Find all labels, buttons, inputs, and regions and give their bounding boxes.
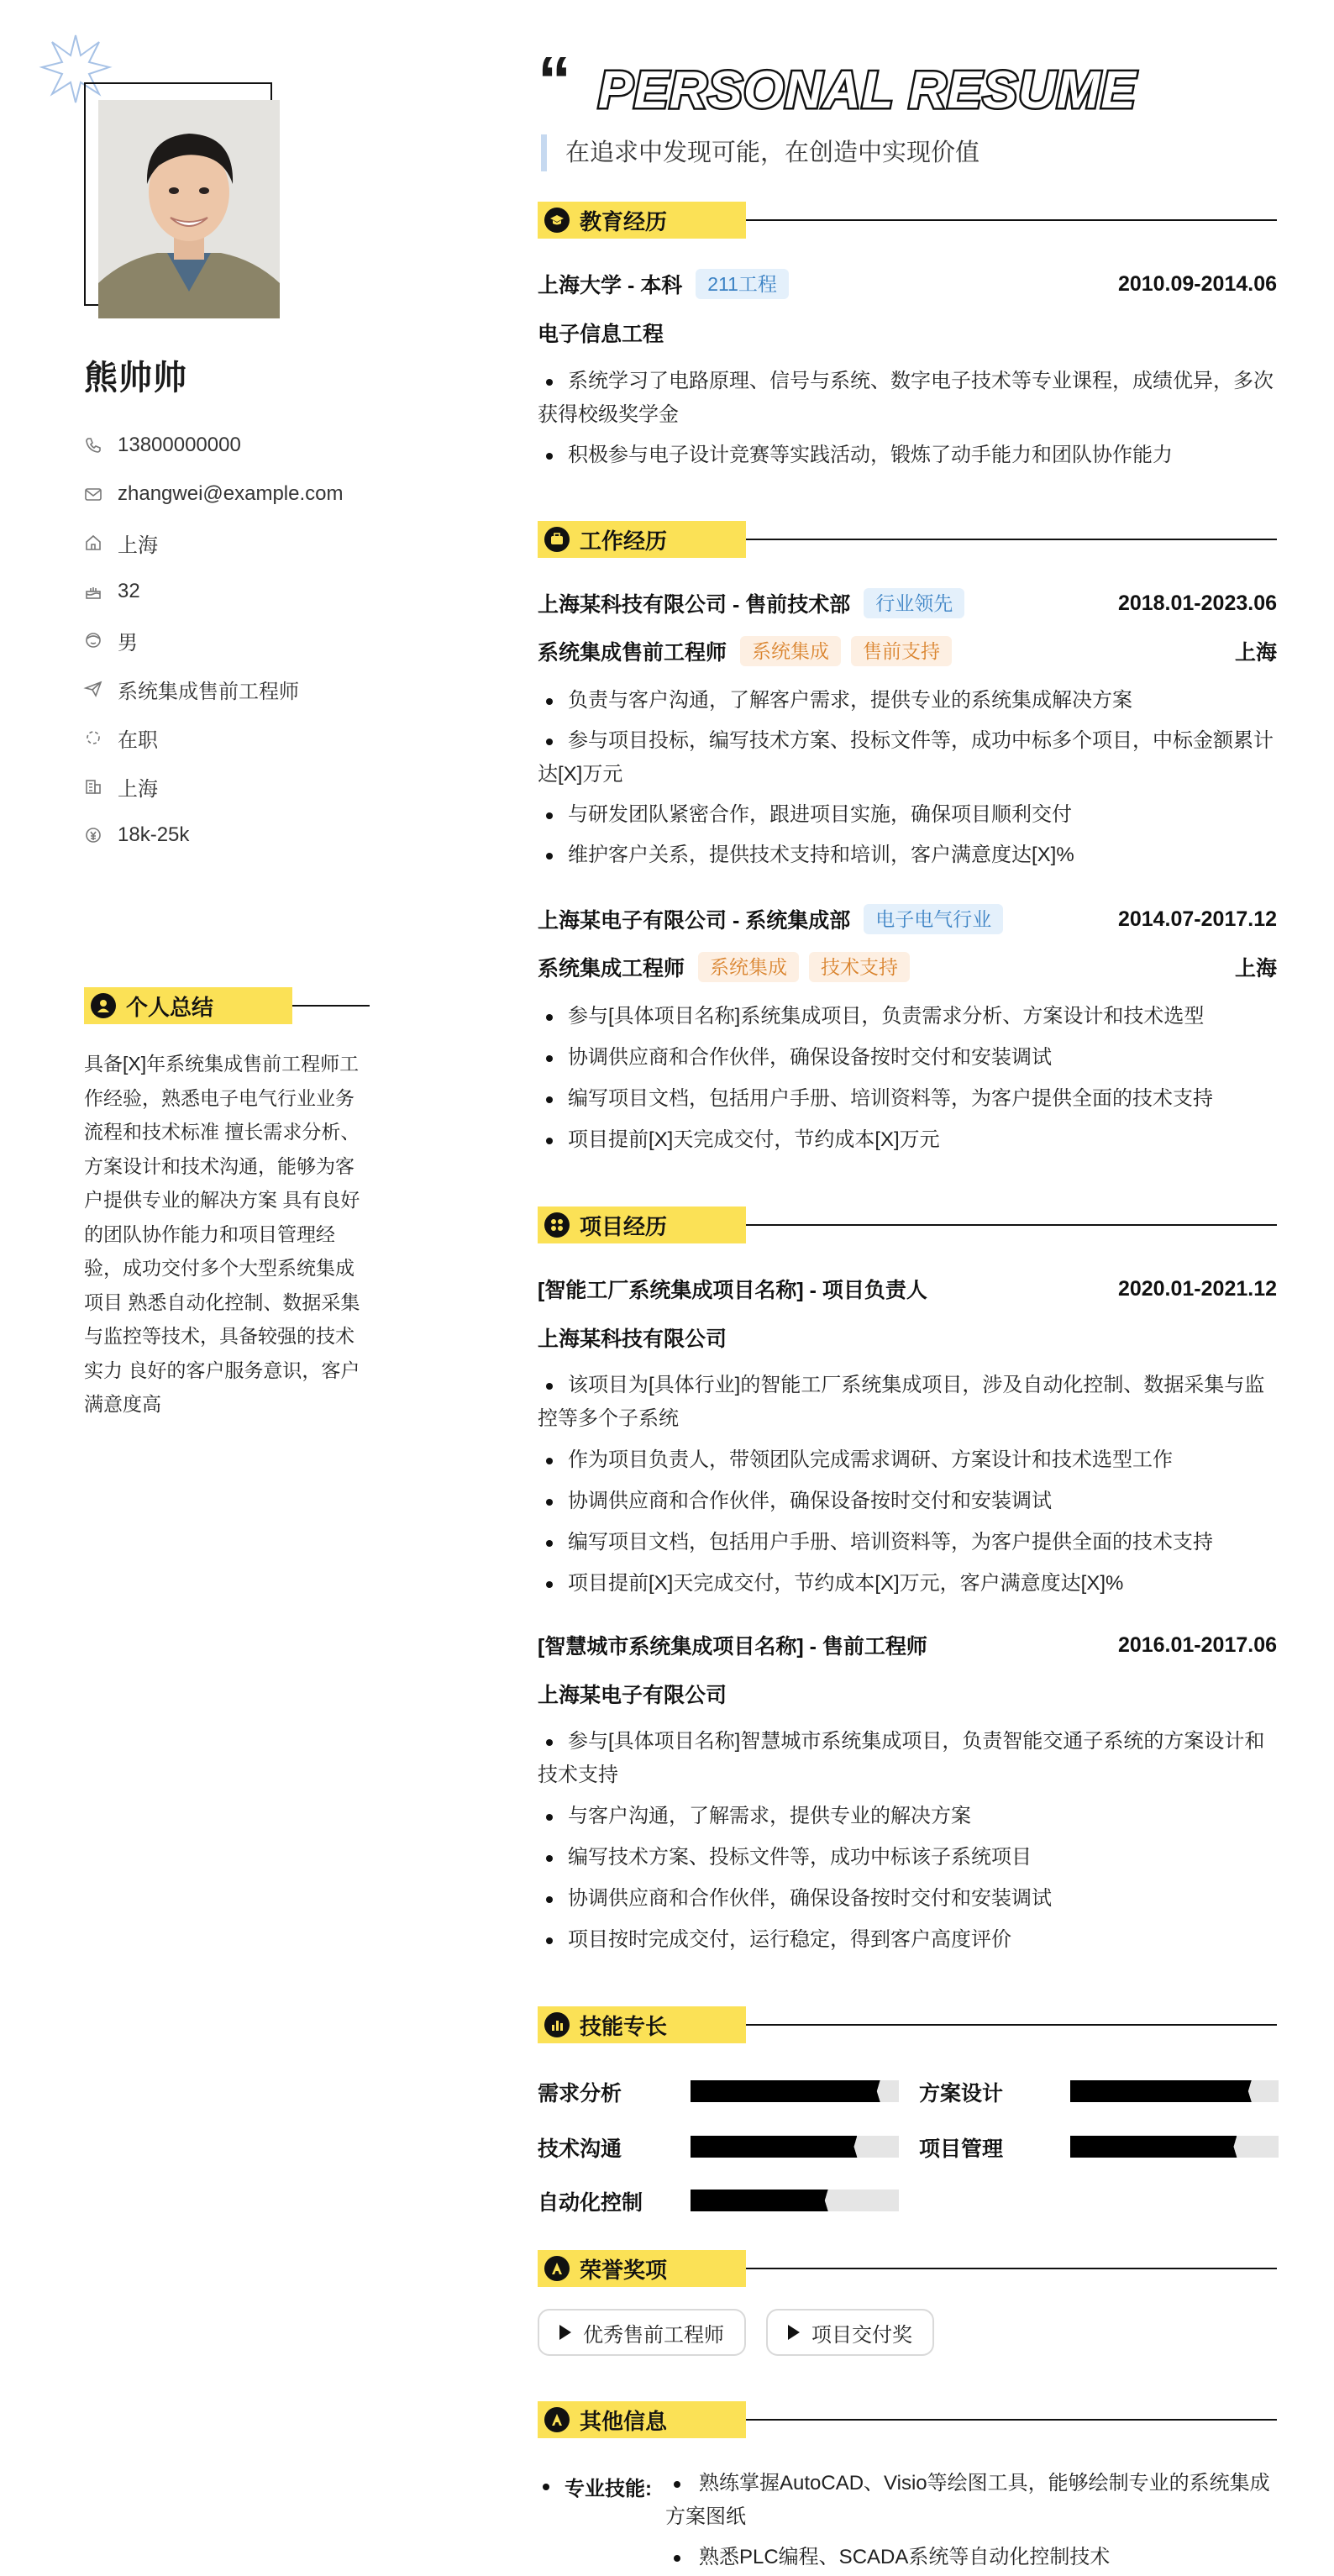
award-icon xyxy=(544,2256,570,2281)
skill-fill xyxy=(691,2190,828,2211)
job-role-row xyxy=(538,636,1277,666)
skill-bar xyxy=(691,2136,899,2158)
project-company: 上海某电子有限公司 xyxy=(538,1684,727,1707)
list-item: 协调供应商和合作伙伴，确保设备按时交付和安装调试 xyxy=(538,1485,1277,1518)
project-date: 2020.01-2021.12 xyxy=(1117,1276,1277,1301)
list-item: 负责与客户沟通，了解客户需求，提供专业的系统集成解决方案 xyxy=(538,684,1277,718)
job-header xyxy=(538,588,1277,618)
list-item: 熟悉PLC编程、SCADA系统等自动化控制技术 xyxy=(665,2541,1279,2574)
section-summary-header xyxy=(84,987,370,1024)
job-city: 上海 xyxy=(1234,957,1277,980)
bar-chart-icon xyxy=(544,2012,570,2037)
list-item: 项目按时完成交付，运行稳定，得到客户高度评价 xyxy=(538,1923,1277,1957)
graduation-cap-icon xyxy=(544,208,570,233)
section-title: 教育经历 xyxy=(580,208,668,234)
list-item: 项目提前[X]天完成交付，节约成本[X]万元，客户满意度达[X]% xyxy=(538,1567,1277,1601)
info-age xyxy=(84,579,140,604)
grid-icon xyxy=(544,1212,570,1238)
section-title: 个人总结 xyxy=(126,994,214,1020)
project-company: 上海某科技有限公司 xyxy=(538,1327,727,1351)
job-role-row xyxy=(538,952,1277,982)
info-text: 上海 xyxy=(118,534,158,557)
avatar xyxy=(98,100,280,318)
project-header xyxy=(538,1274,1277,1304)
info-text: 32 xyxy=(118,580,140,602)
project-company-row xyxy=(538,1322,1277,1353)
resume-title xyxy=(595,54,1137,123)
phone-icon xyxy=(84,436,102,455)
list-item: 作为项目负责人，带领团队完成需求调研、方案设计和技术选型工作 xyxy=(538,1443,1277,1477)
list-item: 与客户沟通，了解需求，提供专业的解决方案 xyxy=(538,1800,1277,1833)
list-item: 编写项目文档，包括用户手册、培训资料等，为客户提供全面的技术支持 xyxy=(538,1526,1277,1559)
play-icon xyxy=(559,2325,571,2340)
role-tag: 售前支持 xyxy=(851,636,952,666)
quote-mark-icon: “ xyxy=(538,43,571,118)
list-item: 与研发团队紧密合作，跟进项目实施，确保项目顺利交付 xyxy=(538,798,1277,832)
section-title: 其他信息 xyxy=(580,2408,668,2434)
section-awards-header xyxy=(538,2250,1277,2287)
company-tag: 电子电气行业 xyxy=(864,904,1003,934)
info-city xyxy=(84,774,158,799)
role-tag: 技术支持 xyxy=(809,952,910,982)
list-item: 项目提前[X]天完成交付，节约成本[X]万元 xyxy=(538,1123,1277,1157)
info-text: 系统集成售前工程师 xyxy=(118,680,299,703)
list-item: 积极参与电子设计竞赛等实践活动，锻炼了动手能力和团队协作能力 xyxy=(538,439,1277,472)
info-salary xyxy=(84,823,189,848)
job-date: 2014.07-2017.12 xyxy=(1117,907,1277,931)
company-tag: 行业领先 xyxy=(864,588,964,618)
major: 电子信息工程 xyxy=(538,323,664,346)
info-text: 在职 xyxy=(118,728,158,752)
section-education-header xyxy=(538,202,1277,239)
section-title: 工作经历 xyxy=(580,528,668,554)
company-name: 上海某科技有限公司 - 售前技术部 xyxy=(538,593,851,617)
section-skills-header xyxy=(538,2006,1277,2043)
project-company-row xyxy=(538,1679,1277,1709)
skill-bar xyxy=(1070,2136,1279,2158)
info-text: 18k-25k xyxy=(118,823,190,846)
info-gender xyxy=(84,628,138,653)
skill-name: 技术沟通 xyxy=(538,2137,622,2161)
building-icon xyxy=(84,777,102,796)
job-role: 系统集成工程师 xyxy=(538,957,685,980)
award-chip[interactable]: 项目交付奖 xyxy=(766,2309,934,2356)
section-work-header xyxy=(538,521,1277,558)
education-major-row xyxy=(538,318,1277,348)
play-icon xyxy=(788,2325,800,2340)
role-tag: 系统集成 xyxy=(698,952,799,982)
status-icon xyxy=(84,728,102,747)
list-item: 编写项目文档，包括用户手册、培训资料等，为客户提供全面的技术支持 xyxy=(538,1082,1277,1116)
info-text: 上海 xyxy=(118,777,158,801)
info-status xyxy=(84,725,158,750)
school-name: 上海大学 - 本科 xyxy=(538,274,683,297)
info-text: 男 xyxy=(118,631,138,655)
svg-text:PERSONAL RESUME: PERSONAL RESUME xyxy=(598,61,1137,119)
school-tag: 211工程 xyxy=(696,269,789,299)
list-item: 协调供应商和合作伙伴，确保设备按时交付和安装调试 xyxy=(538,1041,1277,1075)
info-email xyxy=(84,481,344,507)
list-item: 参与项目投标，编写技术方案、投标文件等，成功中标多个项目，中标金额累计达[X]万元 xyxy=(538,724,1277,791)
project-date: 2016.01-2017.06 xyxy=(1117,1632,1277,1657)
list-item: 协调供应商和合作伙伴，确保设备按时交付和安装调试 xyxy=(538,1882,1277,1916)
education-row xyxy=(538,269,1277,299)
skill-fill xyxy=(1070,2080,1252,2102)
summary-text: 具备[X]年系统集成售前工程师工作经验，熟悉电子电气行业业务流程和技术标准 擅长需求分析、方案设计和技术沟通，能够为客户提供专业的解决方案 具有良好的团队协作能力和项目管理经验，成功交付多个大型系统集成项目 熟悉自动化控制、数据采集与监控等技术，具备较强的技术实力 良好的客户服务意识，客户满意度高 xyxy=(84,1053,360,1415)
info-text: 13800000000 xyxy=(118,434,241,456)
skill-bar xyxy=(691,2190,899,2211)
briefcase-icon xyxy=(544,527,570,552)
list-item: 编写技术方案、投标文件等，成功中标该子系统项目 xyxy=(538,1841,1277,1874)
section-title: 荣誉奖项 xyxy=(580,2257,668,2283)
skill-fill xyxy=(691,2080,880,2102)
list-item: 该项目为[具体行业]的智能工厂系统集成项目，涉及自动化控制、数据采集与监控等多个子系统 xyxy=(538,1369,1277,1436)
face-icon xyxy=(84,631,102,649)
education-date: 2010.09-2014.06 xyxy=(1117,271,1277,296)
section-projects-header xyxy=(538,1207,1277,1243)
job-city: 上海 xyxy=(1234,641,1277,665)
home-icon xyxy=(84,534,102,552)
skill-bar xyxy=(1070,2080,1279,2102)
company-name: 上海某电子有限公司 - 系统集成部 xyxy=(538,909,851,933)
skill-bar xyxy=(691,2080,899,2102)
send-icon xyxy=(84,680,102,698)
skill-fill xyxy=(691,2136,857,2158)
role-tag: 系统集成 xyxy=(740,636,841,666)
slogan: 在追求中发现可能，在创造中实现价值 xyxy=(541,134,979,171)
skill-fill xyxy=(1070,2136,1237,2158)
section-title: 技能专长 xyxy=(580,2013,668,2039)
list-item: 维护客户关系，提供技术支持和培训，客户满意度达[X]% xyxy=(538,839,1277,872)
section-other-header xyxy=(538,2401,1277,2438)
info-position xyxy=(84,676,299,702)
cake-icon xyxy=(84,582,102,601)
list-item: 参与[具体项目名称]智慧城市系统集成项目，负责智能交通子系统的方案设计和技术支持 xyxy=(538,1725,1277,1792)
section-title: 项目经历 xyxy=(580,1213,668,1239)
info-icon xyxy=(544,2407,570,2432)
salary-icon xyxy=(84,826,102,844)
project-name: [智能工厂系统集成项目名称] - 项目负责人 xyxy=(538,1279,927,1302)
candidate-name: 熊帅帅 xyxy=(84,360,187,397)
list-item: 系统学习了电路原理、信号与系统、数字电子技术等专业课程，成绩优异，多次获得校级奖学金 xyxy=(538,365,1277,432)
list-item: 参与[具体项目名称]系统集成项目，负责需求分析、方案设计和技术选型 xyxy=(538,1000,1277,1033)
info-location xyxy=(84,530,158,555)
job-date: 2018.01-2023.06 xyxy=(1117,591,1277,615)
project-header xyxy=(538,1630,1277,1660)
mail-icon xyxy=(84,485,102,503)
info-text: zhangwei@example.com xyxy=(118,482,344,505)
job-header xyxy=(538,904,1277,934)
other-key: 专业技能: xyxy=(539,2472,652,2501)
user-icon xyxy=(91,993,116,1018)
skill-name: 自动化控制 xyxy=(538,2191,643,2215)
skill-name: 需求分析 xyxy=(538,2082,622,2105)
list-item: 熟练掌握AutoCAD、Visio等绘图工具，能够绘制专业的系统集成方案图纸 xyxy=(665,2467,1279,2534)
skill-name: 项目管理 xyxy=(919,2137,1004,2161)
award-chip[interactable]: 优秀售前工程师 xyxy=(538,2309,746,2356)
project-name: [智慧城市系统集成项目名称] - 售前工程师 xyxy=(538,1635,927,1659)
info-phone xyxy=(84,433,241,458)
job-role: 系统集成售前工程师 xyxy=(538,641,727,665)
skill-name: 方案设计 xyxy=(919,2082,1004,2105)
